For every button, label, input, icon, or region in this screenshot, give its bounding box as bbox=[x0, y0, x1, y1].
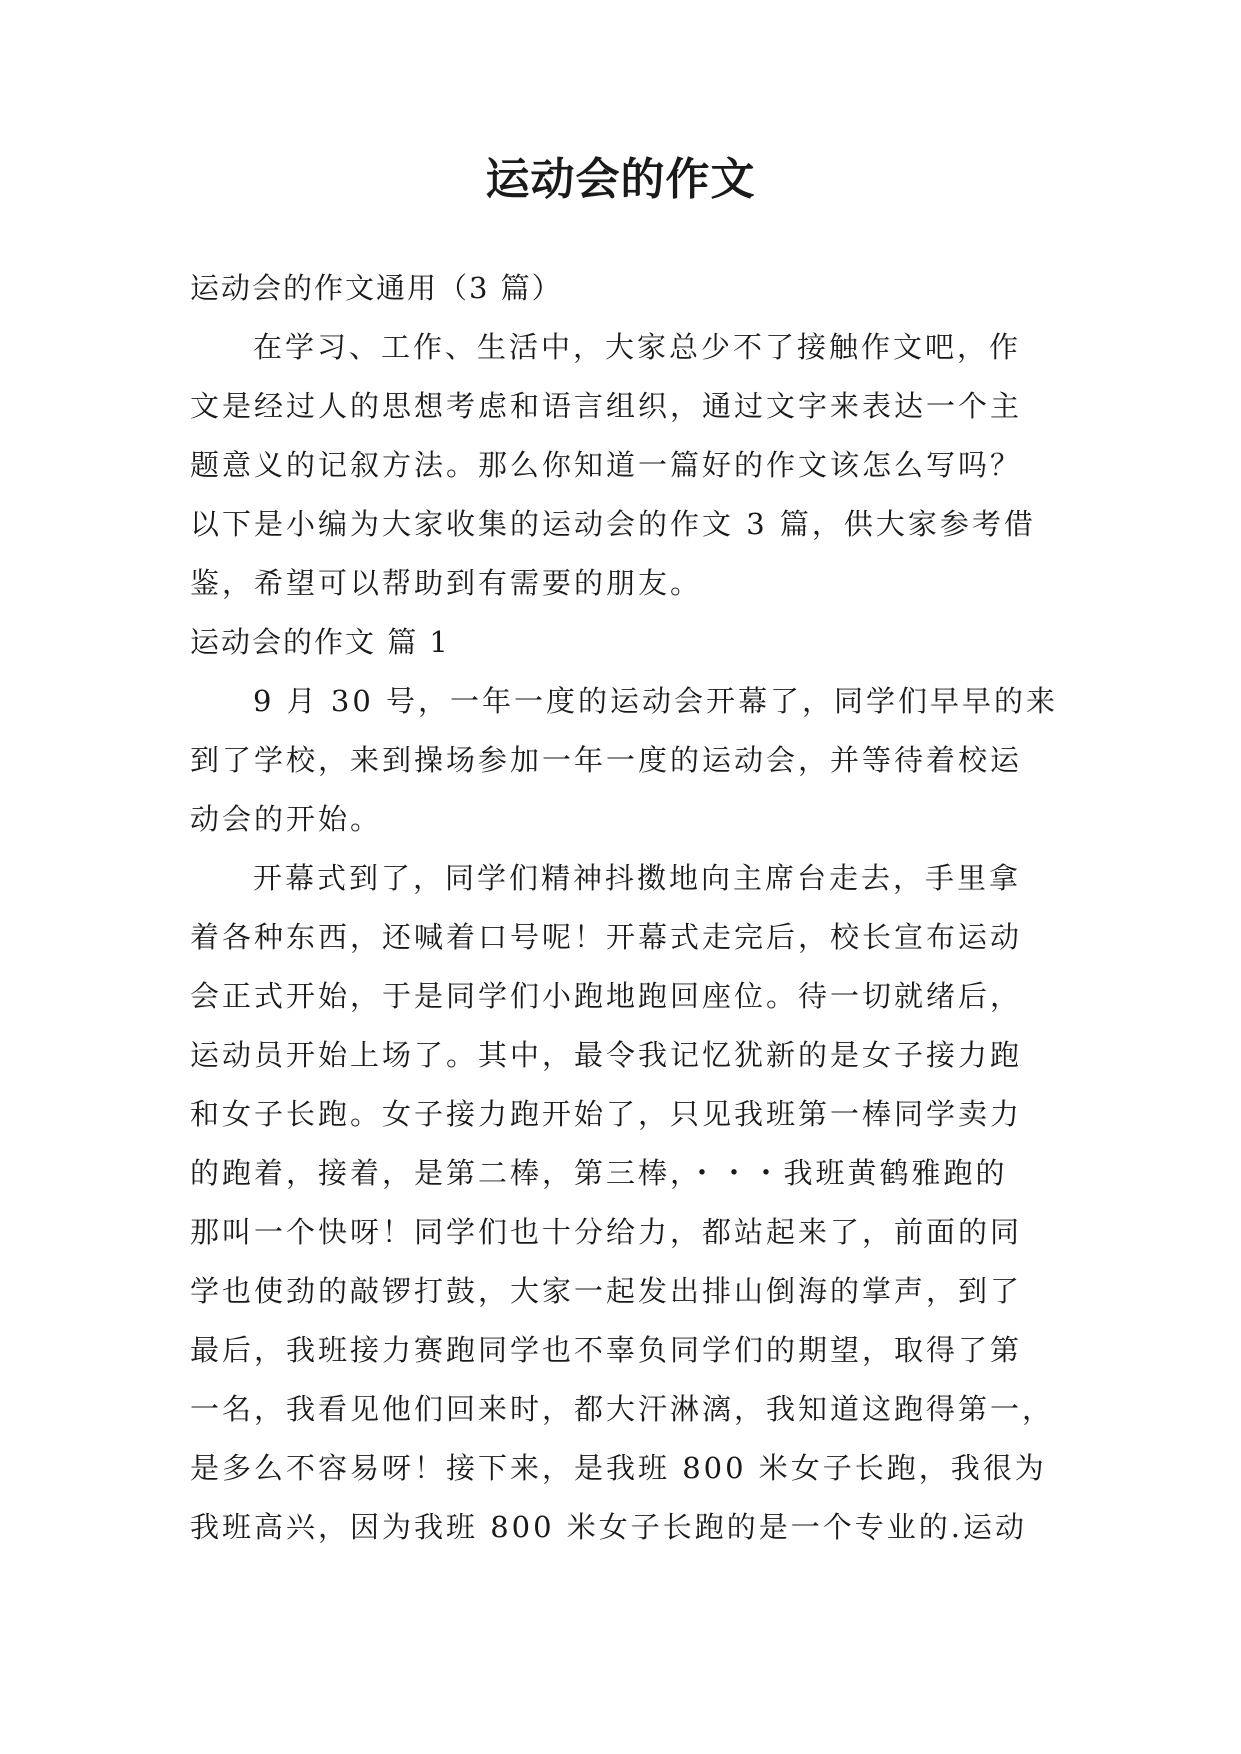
paragraph-line: 文是经过人的思想考虑和语言组织，通过文字来表达一个主 bbox=[190, 389, 1023, 423]
paragraph-line: 动会的开始。 bbox=[190, 802, 383, 836]
paragraph-line: 会正式开始，于是同学们小跑地跑回座位。待一切就绪后， bbox=[190, 979, 1023, 1013]
paragraph-line: 学也使劲的敲锣打鼓，大家一起发出排山倒海的掌声，到了 bbox=[190, 1274, 1023, 1308]
paragraph-line: 我班高兴，因为我班 800 米女子长跑的是一个专业的.运动 bbox=[190, 1510, 1028, 1544]
paragraph-line: 鉴，希望可以帮助到有需要的朋友。 bbox=[190, 566, 703, 600]
paragraph-line: 以下是小编为大家收集的运动会的作文 3 篇，供大家参考借 bbox=[190, 507, 1036, 541]
paragraph-line: 一名，我看见他们回来时，都大汗淋漓，我知道这跑得第一， bbox=[190, 1392, 1055, 1426]
subtitle-line: 运动会的作文通用（3 篇） bbox=[190, 271, 563, 305]
document-body bbox=[190, 259, 1059, 1557]
paragraph-line: 到了学校，来到操场参加一年一度的运动会，并等待着校运 bbox=[190, 743, 1023, 777]
section-heading: 运动会的作文 篇 1 bbox=[190, 625, 450, 659]
paragraph-line: 是多么不容易呀！接下来，是我班 800 米女子长跑，我很为 bbox=[190, 1451, 1047, 1485]
paragraph-line: 题意义的记叙方法。那么你知道一篇好的作文该怎么写吗？ bbox=[190, 448, 1023, 482]
paragraph-line: 那叫一个快呀！同学们也十分给力，都站起来了，前面的同 bbox=[190, 1215, 1023, 1249]
paragraph-line: 的跑着，接着，是第二棒，第三棒，・・・我班黄鹤雅跑的 bbox=[190, 1156, 1008, 1190]
paragraph-line: 开幕式到了，同学们精神抖擞地向主席台走去，手里拿 bbox=[253, 861, 1022, 895]
paragraph-line: 和女子长跑。女子接力跑开始了，只见我班第一棒同学卖力 bbox=[190, 1097, 1023, 1131]
document-title: 运动会的作文 bbox=[485, 154, 756, 205]
paragraph-line: 9 月 30 号，一年一度的运动会开幕了，同学们早早的来 bbox=[253, 684, 1059, 718]
paragraph-line: 着各种东西，还喊着口号呢！开幕式走完后，校长宣布运动 bbox=[190, 920, 1023, 954]
paragraph-line: 运动员开始上场了。其中，最令我记忆犹新的是女子接力跑 bbox=[190, 1038, 1023, 1072]
paragraph-line: 最后，我班接力赛跑同学也不辜负同学们的期望，取得了第 bbox=[190, 1333, 1023, 1367]
paragraph-line: 在学习、工作、生活中，大家总少不了接触作文吧，作 bbox=[253, 330, 1022, 364]
